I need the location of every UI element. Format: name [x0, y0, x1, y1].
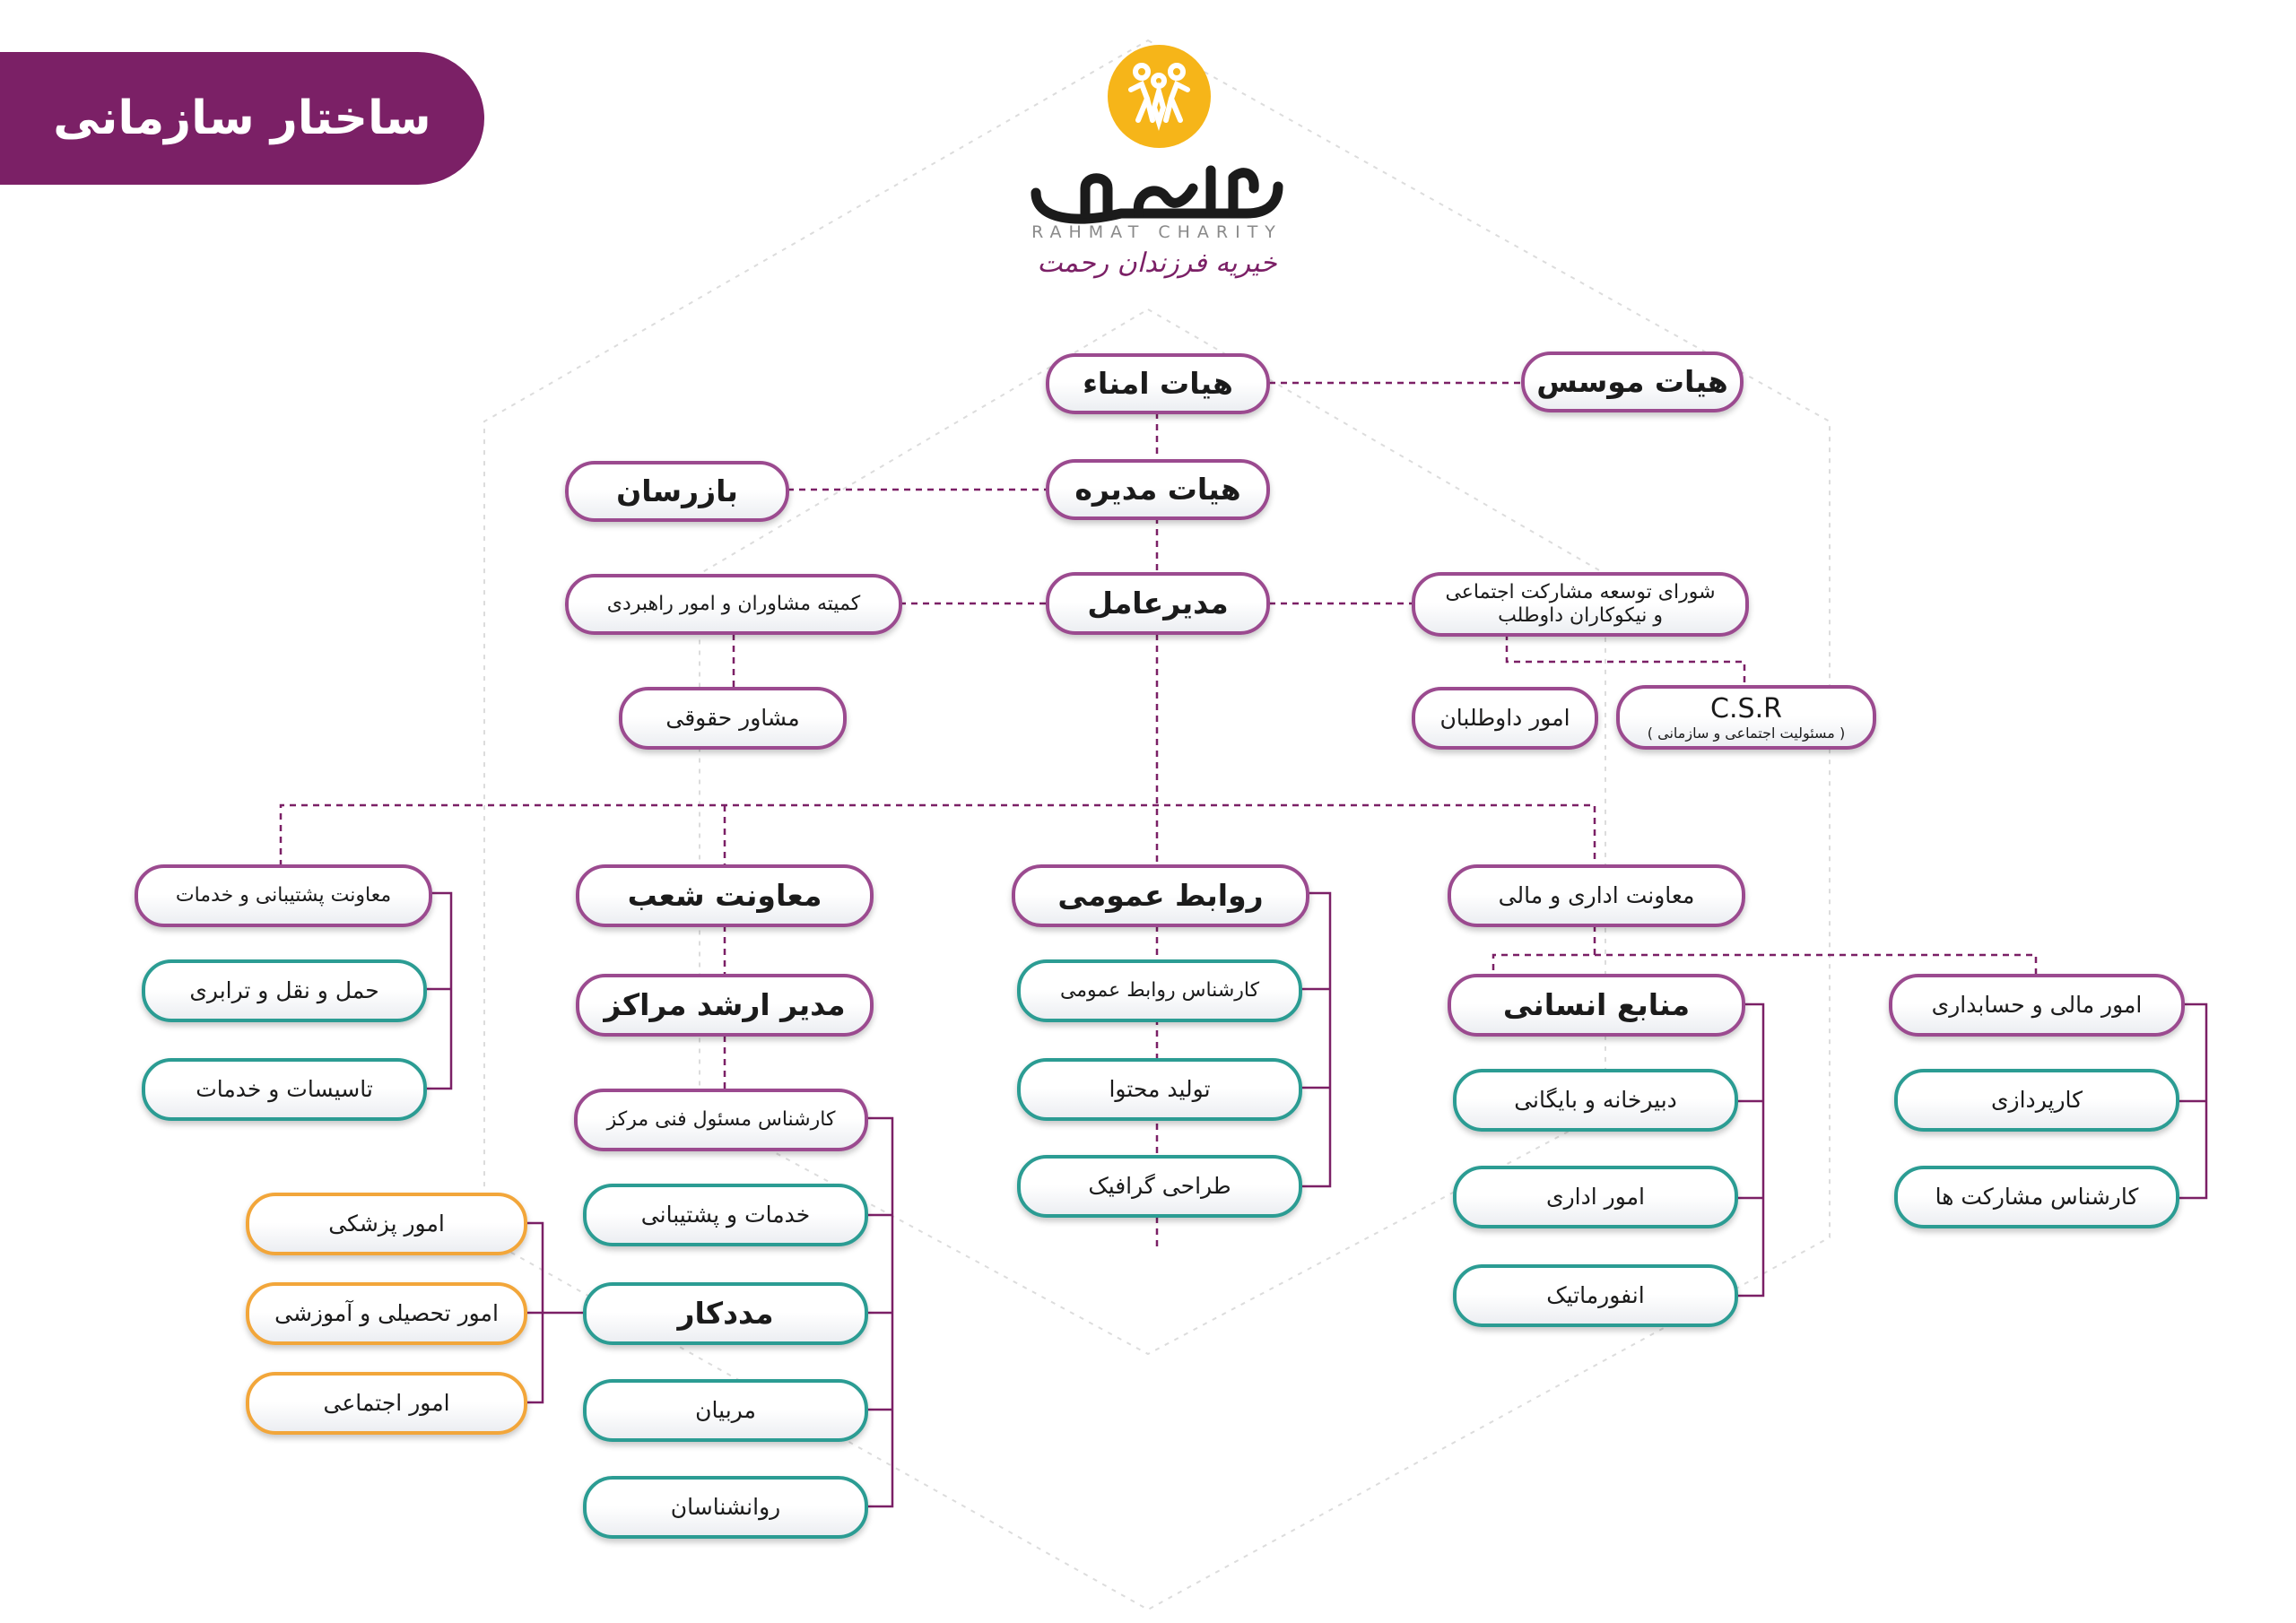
development-council-node: [1412, 572, 1749, 637]
development-council-line-2: و نیکوکاران داوطلب: [1498, 604, 1663, 627]
caseworker-item-medical: امور پزشکی: [246, 1193, 527, 1255]
finance-item-procurement: کارپردازی: [1894, 1069, 2179, 1132]
csr-subtitle: ( مسئولیت اجتماعی و سازمانی ): [1647, 725, 1846, 742]
ceo-node: مدیرعامل: [1046, 572, 1270, 635]
logo-english-name: RAHMAT CHARITY: [1031, 222, 1283, 242]
rahmat-charity-logo: [1004, 36, 1309, 296]
board-of-trustees-node: هیات امناء: [1046, 353, 1270, 414]
support-item-transport: حمل و نقل و ترابری: [142, 959, 427, 1022]
csr-title: C.S.R: [1710, 693, 1782, 725]
logo-persian-name: خیریه فرزندان رحمت: [1037, 247, 1277, 279]
children-emblem-icon: [1108, 45, 1211, 148]
logo-wordmark-icon: [1022, 152, 1292, 233]
development-council-line-1: شورای توسعه مشارکت اجتماعی: [1445, 580, 1716, 603]
caseworker-item-education: امور تحصیلی و آموزشی: [246, 1282, 527, 1345]
page-title: ساختار سازمانی: [53, 91, 431, 145]
volunteers-node: امور داوطلبان: [1412, 687, 1598, 750]
founders-board-node: هیات موسس: [1521, 352, 1744, 412]
legal-advisor-node: مشاور حقوقی: [619, 687, 847, 750]
advisory-committee-node: کمیته مشاوران و امور راهبردی: [565, 574, 902, 635]
caseworker-item-social: امور اجتماعی: [246, 1372, 527, 1435]
support-item-facilities: تاسیسات و خدمات: [142, 1058, 427, 1121]
branches-deputy-node: معاونت شعب: [576, 864, 874, 927]
admin-finance-deputy-node: معاونت اداری و مالی: [1448, 864, 1745, 927]
branch-item-technical-expert: کارشناس مسئول فنی مرکز: [574, 1089, 868, 1151]
board-of-directors-node: هیات مدیره: [1046, 459, 1270, 520]
branch-item-support-services: خدمات و پشتیبانی: [583, 1184, 868, 1246]
hr-item-administrative: امور اداری: [1453, 1166, 1738, 1228]
senior-centers-manager-node: مدیر ارشد مراکز: [576, 974, 874, 1037]
finance-node: امور مالی و حسابداری: [1889, 974, 2185, 1037]
hr-node: منابع انسانی: [1448, 974, 1745, 1037]
branch-item-trainers: مربیان: [583, 1379, 868, 1442]
finance-item-participation-expert: کارشناس مشارکت ها: [1894, 1166, 2179, 1228]
inspectors-node: بازرسان: [565, 461, 789, 522]
pr-item-content: تولید محتوا: [1017, 1058, 1302, 1121]
branch-item-psychologists: روانشناسان: [583, 1476, 868, 1539]
pr-item-expert: کارشناس روابط عمومی: [1017, 959, 1302, 1022]
support-deputy-node: معاونت پشتیبانی و خدمات: [135, 864, 432, 927]
hr-item-secretariat: دبیرخانه و بایگانی: [1453, 1069, 1738, 1132]
csr-node: [1616, 685, 1876, 750]
hr-item-informatics: انفورماتیک: [1453, 1264, 1738, 1327]
pr-item-graphic: طراحی گرافیک: [1017, 1155, 1302, 1218]
page-title-tab: [0, 52, 484, 185]
branch-item-caseworker: مددکار: [583, 1282, 868, 1345]
public-relations-node: روابط عمومی: [1012, 864, 1309, 927]
